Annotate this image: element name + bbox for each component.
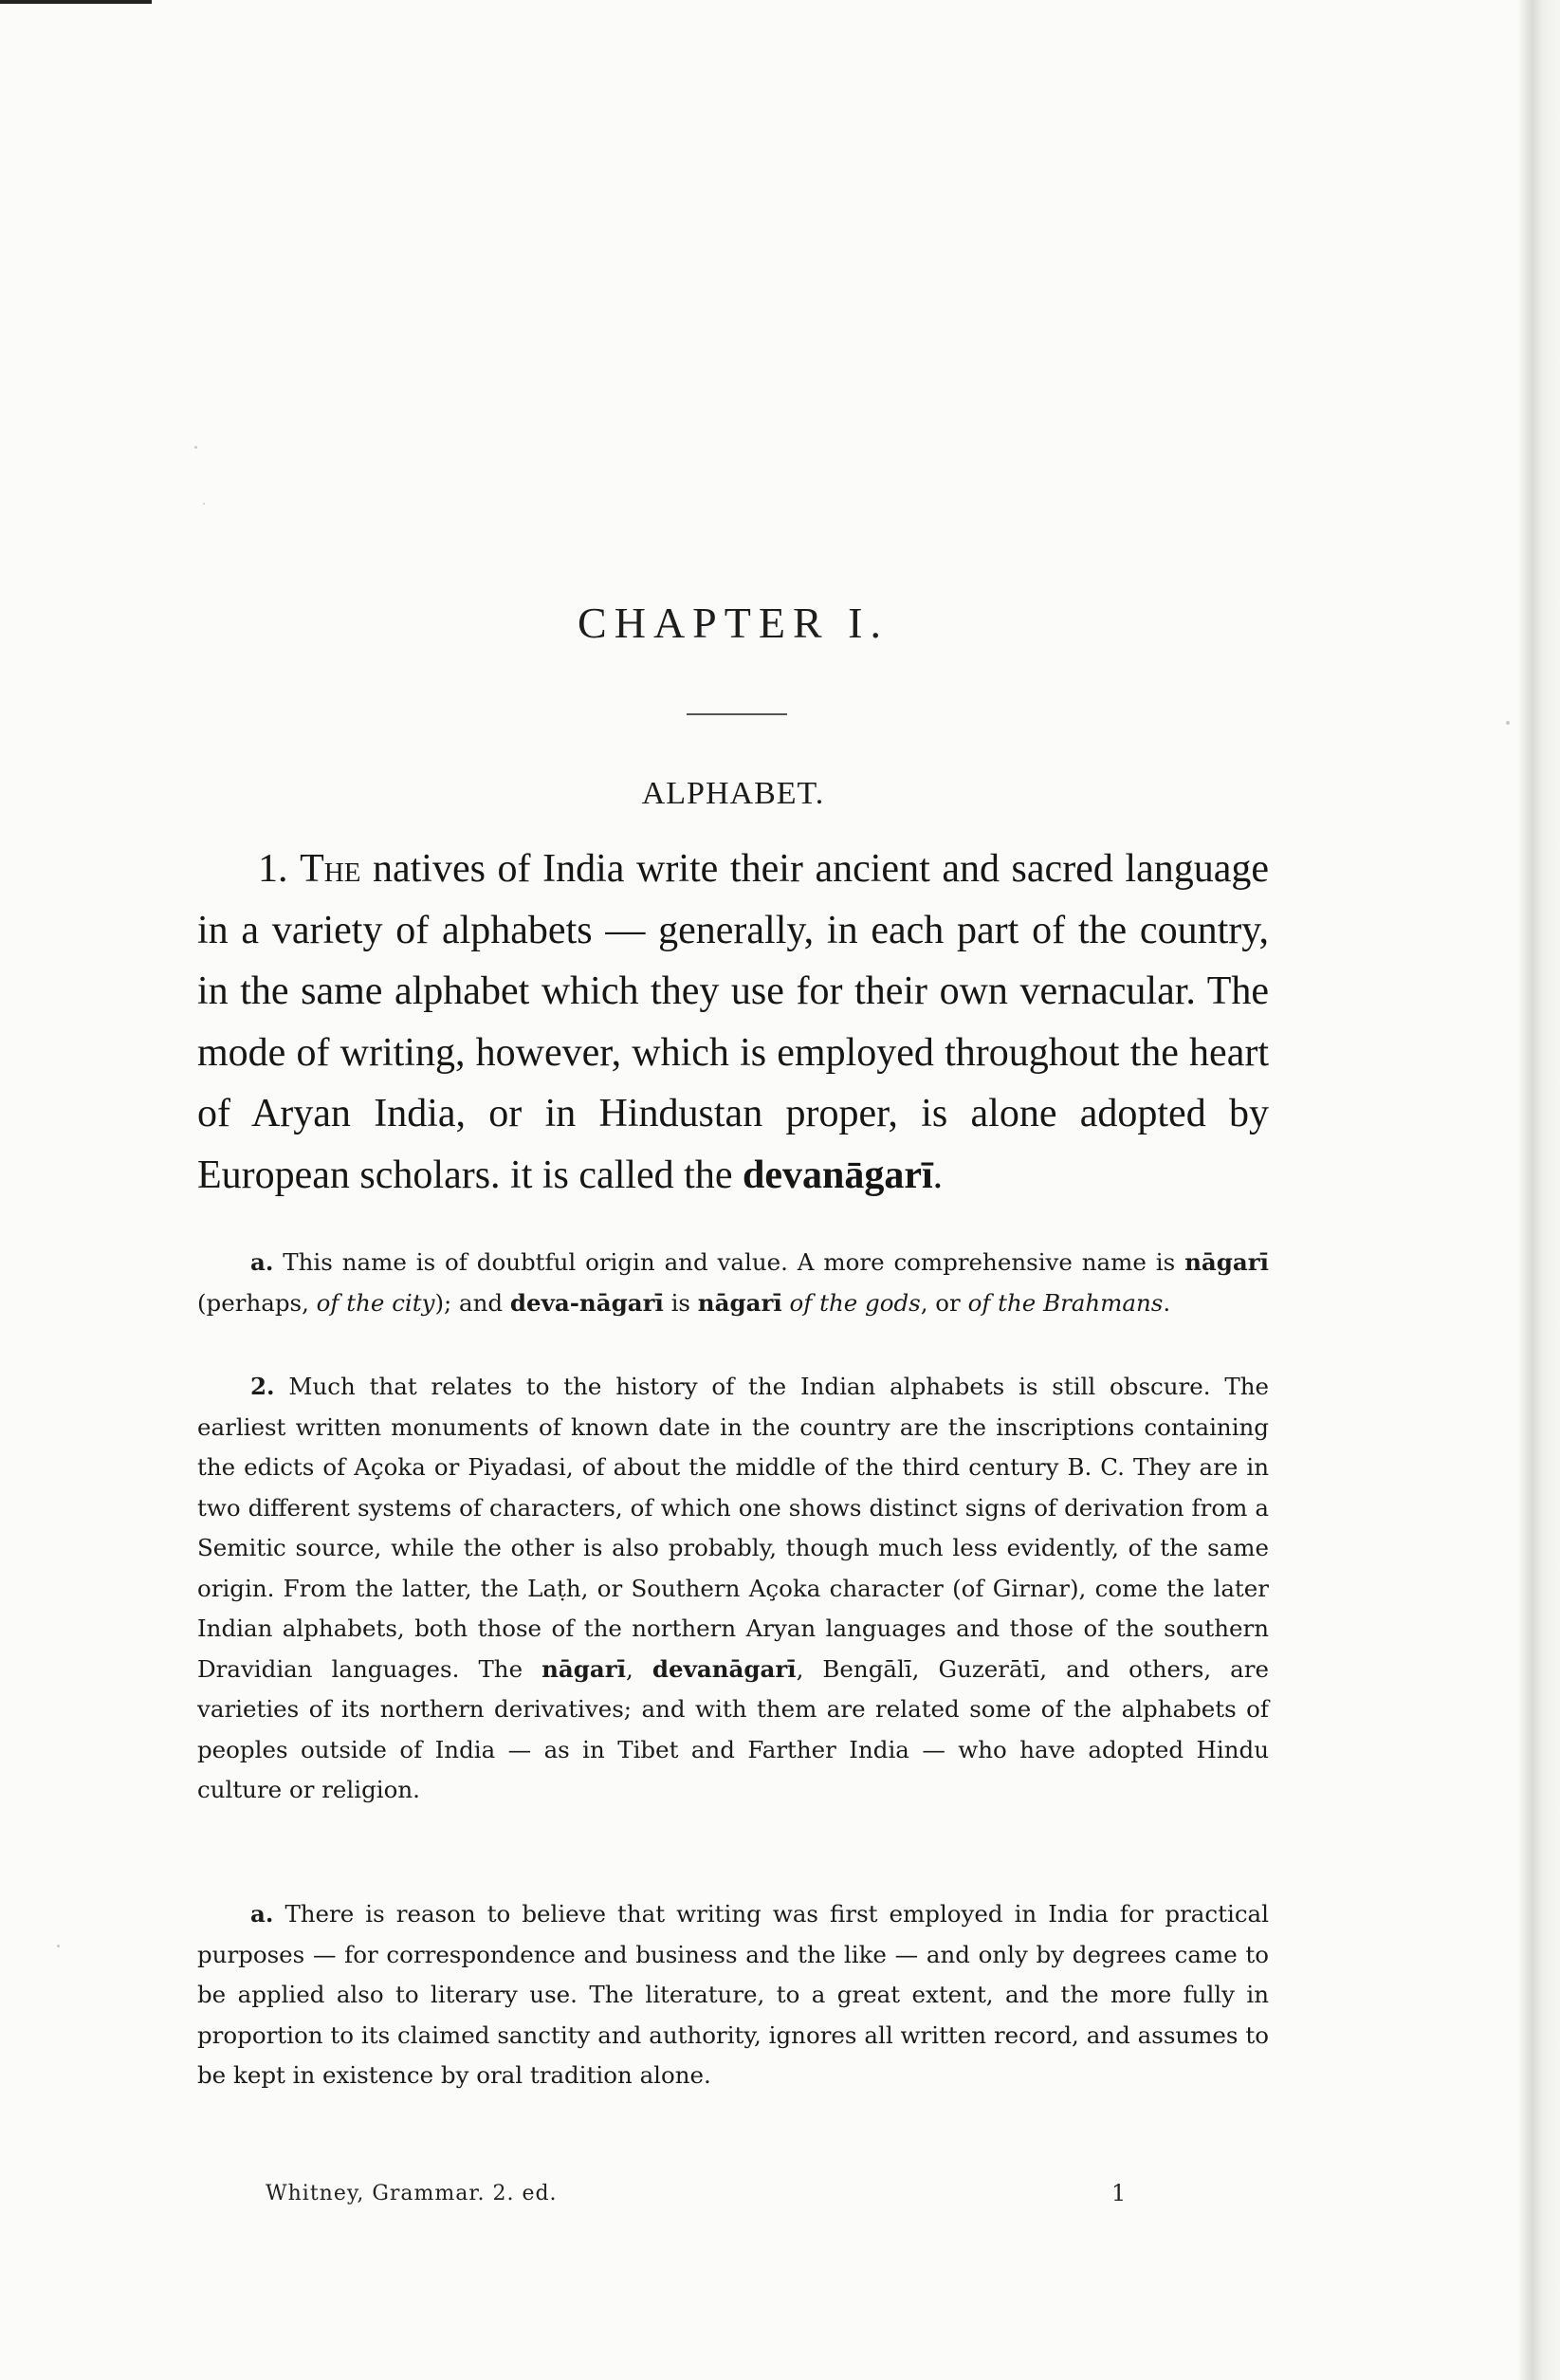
note-text: . xyxy=(1163,1288,1171,1317)
scan-speck xyxy=(1506,721,1510,725)
note-text: This name is of doubtful origin and value. A more comprehensive name is xyxy=(273,1248,1185,1276)
italic-phrase: of the city xyxy=(316,1288,435,1317)
note-text xyxy=(782,1289,790,1317)
section-title: ALPHABET. xyxy=(641,776,825,811)
note-text: , or xyxy=(920,1288,968,1317)
scan-speck xyxy=(194,446,197,449)
scan-speck xyxy=(57,1945,60,1947)
note-label: a. xyxy=(250,1248,274,1276)
term-nagari: nāgarī xyxy=(541,1654,627,1683)
scan-speck xyxy=(203,503,205,505)
paragraph-number: 2. xyxy=(250,1373,275,1400)
note-text: ); and xyxy=(434,1288,510,1317)
page-edge-shadow xyxy=(1517,0,1560,2380)
paragraph-text: , xyxy=(626,1654,652,1683)
scan-border-mark xyxy=(0,0,152,4)
note-text: is xyxy=(663,1288,698,1317)
paragraph-text: natives of India write their ancient and sacred language in a variety of alphabets — generally, in each part of the country, in the same alphabet which they use for their own vernacular. The mode of writing, however, which is employed throughout the heart of Aryan India, or in Hindustan proper, is alone adopted by European scholars. it is called the xyxy=(197,847,1270,1197)
italic-phrase: of the Brahmans xyxy=(967,1288,1164,1317)
title-rule xyxy=(687,713,787,715)
term-nagari: nāgarī xyxy=(697,1288,782,1317)
paragraph-text: , Bengālī, Guzerātī, and others, are varieties of its northern derivatives; and with them are related some of the alphabets of peoples outside of India — as in Tibet and Farther India — who have adopted Hindu culture or religion. xyxy=(197,1654,1269,1803)
note-text: (perhaps, xyxy=(197,1288,317,1317)
note-1a xyxy=(197,1243,1269,1323)
footer-signature: Whitney, Grammar. 2. ed. xyxy=(266,2182,558,2205)
term-devanagari: devanāgarī xyxy=(742,1153,933,1197)
chapter-title: CHAPTER I. xyxy=(578,599,889,647)
note-text: There is reason to believe that writing was first employed in India for practical purposes — for correspondence and business and the like — and only by degrees came to be applied also to literary use. The literature, to a great extent, and the more fully in proportion to its claimed sanctity and authority, ignores all written record, and assumes to be kept in existence by oral tradition alone. xyxy=(197,1900,1269,2089)
italic-phrase: of the gods xyxy=(789,1288,921,1317)
paragraph-lead-word: The xyxy=(300,847,361,891)
term-devanagari: devanāgarī xyxy=(652,1654,797,1683)
paragraph-text: Much that relates to the history of the Indian alphabets is still obscure. The earliest written monuments of known date in the country are the inscriptions containing the edicts of Açoka or Piyadasi, of about the middle of the third century B. C. They are in two different systems of characters, of which one shows distinct signs of derivation from a Semitic source, while the other is also probably, though much less evidently, of the same origin. From the latter, the Laṭh, or Southern Açoka character (of Girnar), come the later Indian alphabets, both those of the northern Aryan languages and those of the southern Dravidian languages. The xyxy=(197,1373,1269,1683)
term-nagari: nāgarī xyxy=(1184,1248,1269,1276)
note-2a xyxy=(197,1894,1269,2096)
paragraph-2 xyxy=(197,1367,1269,1811)
paragraph-number: 1. xyxy=(258,847,288,891)
note-label: a. xyxy=(250,1900,274,1928)
paragraph-end: . xyxy=(932,1153,944,1197)
page-number: 1 xyxy=(1111,2180,1127,2206)
term-deva-nagari: deva-nāgarī xyxy=(509,1288,664,1317)
paragraph-1 xyxy=(197,839,1269,1206)
